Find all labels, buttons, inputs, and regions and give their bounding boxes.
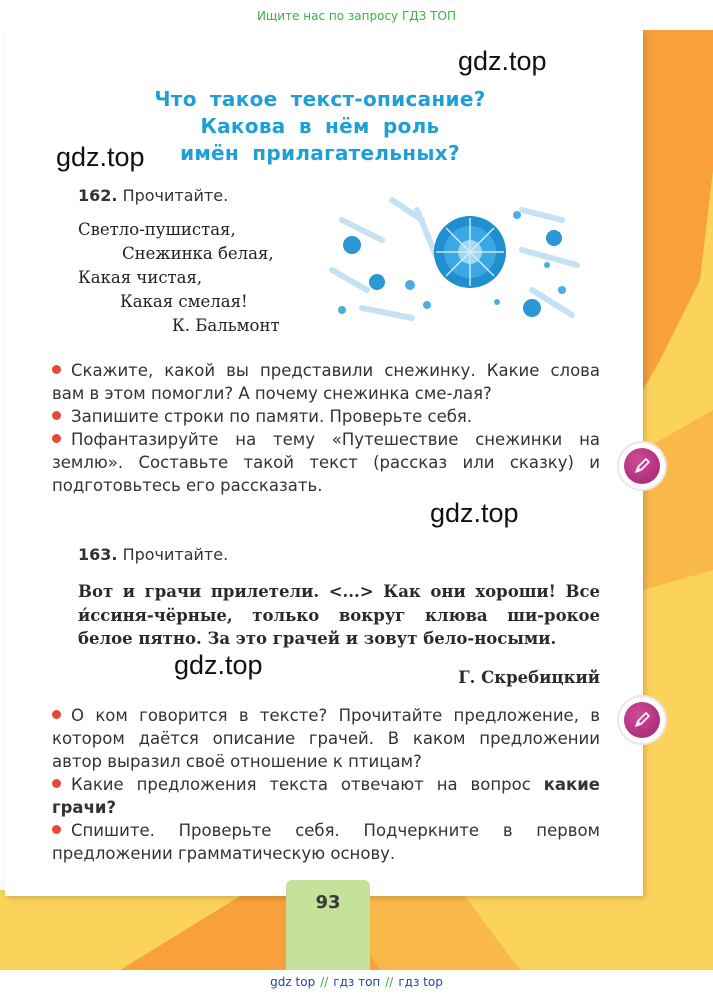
question-bold: какие грачи?: [52, 775, 600, 817]
banner-separator: //: [320, 975, 329, 989]
pen-icon-circle: [624, 702, 660, 738]
list-item: [52, 428, 600, 497]
pen-icon-glyph: [632, 456, 652, 476]
list-item: [52, 704, 600, 773]
banner-separator: //: [385, 975, 394, 989]
pen-icon[interactable]: [619, 697, 665, 743]
question-text: Запишите строки по памяти. Проверьте себя.: [71, 407, 473, 426]
bullet-icon: [52, 825, 61, 834]
list-item: [52, 405, 600, 428]
bullet-icon: [52, 434, 61, 443]
heading-line: имён прилагательных?: [180, 141, 460, 165]
heading-line: Какова в нём роль: [200, 114, 440, 138]
poem-line: Снежинка белая,: [122, 244, 274, 263]
snowflake-illustration: [322, 190, 592, 330]
bullet-icon: [52, 365, 61, 374]
task-162-questions: [52, 359, 600, 497]
page-number: 93: [315, 892, 341, 913]
watermark: gdz.top: [56, 142, 145, 172]
watermark: gdz.top: [174, 650, 263, 680]
poem: [78, 218, 308, 338]
pen-icon-circle: [624, 448, 660, 484]
banner-link[interactable]: гдз top: [398, 975, 443, 989]
pen-icon-glyph: [632, 710, 652, 730]
task-number: 162.: [78, 186, 118, 205]
watermark: gdz.top: [458, 46, 547, 76]
list-item: [52, 819, 600, 865]
task-163-title: [78, 545, 228, 564]
watermark: gdz.top: [430, 498, 519, 528]
task-163-text: Вот и грачи прилетели. <...> Как они хороши! Все и́ссиня-чёрные, только вокруг клюва ши-рокое белое пятно. За это грачей и зовут бело-носыми.: [78, 582, 600, 648]
banner-link[interactable]: гдз топ: [333, 975, 381, 989]
text-author: Г. Скребицкий: [458, 668, 600, 687]
question-text: Скажите, какой вы представили снежинку. Какие слова вам в этом помогли? А почему снежинка сме-лая?: [52, 361, 600, 403]
banner-link[interactable]: gdz top: [270, 975, 316, 989]
list-item: [52, 773, 600, 819]
bottom-banner: [0, 970, 713, 994]
bullet-icon: [52, 710, 61, 719]
task-number: 163.: [78, 545, 118, 564]
poem-author: К. Бальмонт: [172, 316, 280, 335]
heading-line: Что такое текст-описание?: [154, 87, 486, 111]
bullet-icon: [52, 411, 61, 420]
task-instruction: Прочитайте.: [122, 186, 229, 205]
top-banner: Ищите нас по запросу ГДЗ ТОП: [257, 9, 456, 23]
task-instruction: Прочитайте.: [122, 545, 229, 564]
bullet-icon: [52, 779, 61, 788]
question-text: Пофантазируйте на тему «Путешествие снежинки на землю». Составьте такой текст (рассказ или сказку) и подготовьтесь его рассказать.: [52, 430, 600, 495]
question-text: Спишите. Проверьте себя. Подчеркните в первом предложении грамматическую основу.: [52, 821, 600, 863]
list-item: [52, 359, 600, 405]
lesson-heading: [80, 86, 560, 167]
poem-line: Светло-пушистая,: [78, 220, 236, 239]
poem-line: Какая чистая,: [78, 268, 203, 287]
poem-line: Какая смелая!: [120, 292, 248, 311]
task-163-questions: [52, 704, 600, 865]
question-text: Какие предложения текста отвечают на вопрос: [71, 775, 544, 794]
pen-icon[interactable]: [619, 443, 665, 489]
task-162-title: [78, 186, 228, 205]
question-text: О ком говорится в тексте? Прочитайте предложение, в котором даётся описание грачей. В каком предложении автор выразил своё отношение к птицам?: [52, 706, 600, 771]
